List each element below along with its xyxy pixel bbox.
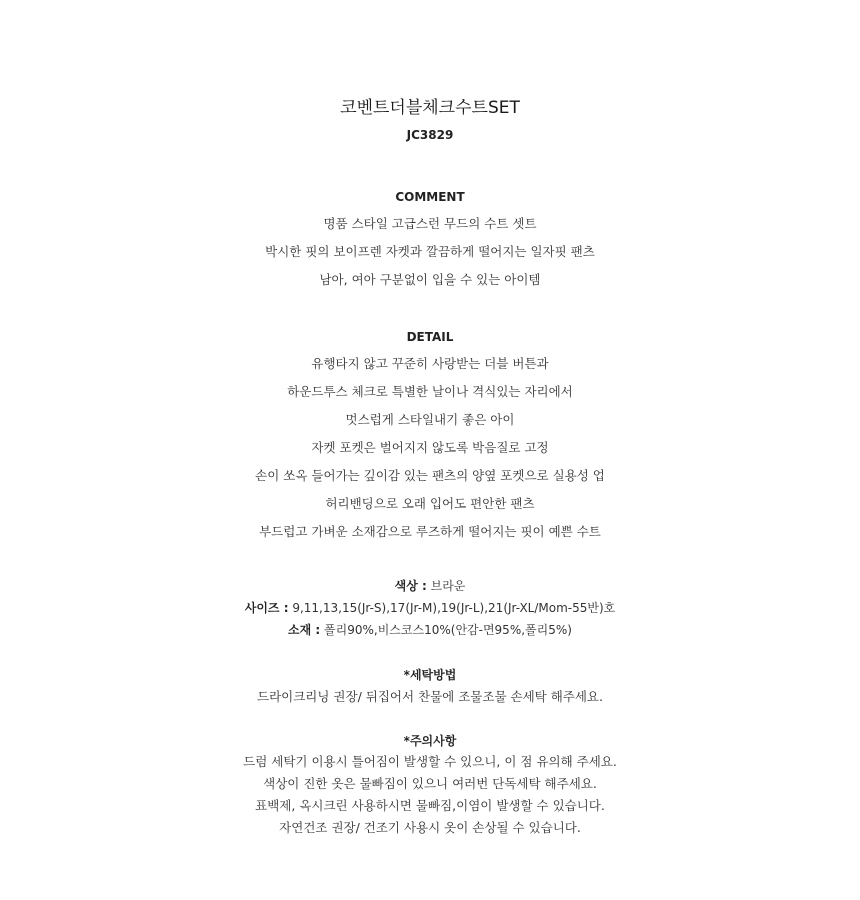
detail-heading: DETAIL (406, 330, 454, 344)
detail-line: 손이 쏘옥 들어가는 깊이감 있는 팬츠의 양옆 포켓으로 실용성 업 (255, 468, 605, 483)
detail-line: 자켓 포켓은 벌어지지 않도록 박음질로 고정 (311, 440, 549, 455)
spec-block (0, 575, 860, 641)
detail-line: 하운드투스 체크로 특별한 날이나 격식있는 자리에서 (287, 384, 573, 399)
comment-heading: COMMENT (395, 190, 465, 204)
product-code: JC3829 (406, 128, 454, 142)
color-label: 색상 : (394, 579, 427, 593)
caution-line: 표백제, 옥시크린 사용하시면 물빠짐,이염이 발생할 수 있습니다. (255, 798, 605, 813)
caution-line: 자연건조 권장/ 건조기 사용시 옷이 손상될 수 있습니다. (279, 820, 581, 835)
detail-line: 부드럽고 가벼운 소재감으로 루즈하게 떨어지는 핏이 예쁜 수트 (259, 524, 601, 539)
material-row (0, 619, 860, 641)
detail-line: 멋스럽게 스타일내기 좋은 아이 (345, 412, 515, 427)
caution-lines (0, 751, 860, 839)
color-value: 브라운 (430, 579, 466, 593)
detail-lines (0, 350, 860, 546)
size-row (0, 597, 860, 619)
caution-heading: *주의사항 (403, 734, 457, 748)
caution-line: 색상이 진한 옷은 물빠짐이 있으니 여러번 단독세탁 해주세요. (263, 776, 597, 791)
caution-line: 드럼 세탁기 이용시 틀어짐이 발생할 수 있으니, 이 점 유의해 주세요. (243, 754, 617, 769)
material-label: 소재 : (288, 623, 321, 637)
washing-lines (0, 686, 860, 708)
material-value: 폴리90%,비스코스10%(안감-면95%,폴리5%) (324, 623, 572, 637)
comment-lines (0, 210, 860, 294)
washing-heading: *세탁방법 (403, 668, 457, 682)
product-title: 코벤트더블체크수트SET (340, 98, 520, 118)
comment-line: 남아, 여아 구분없이 입을 수 있는 아이템 (319, 272, 541, 287)
comment-line: 명품 스타일 고급스런 무드의 수트 셋트 (323, 216, 537, 231)
detail-line: 유행타지 않고 꾸준히 사랑받는 더블 버튼과 (311, 356, 549, 371)
comment-line: 박시한 핏의 보이프렌 자켓과 깔끔하게 떨어지는 일자핏 팬츠 (265, 244, 595, 259)
washing-line: 드라이크리닝 권장/ 뒤집어서 찬물에 조물조물 손세탁 해주세요. (257, 689, 603, 704)
size-value: 9,11,13,15(Jr-S),17(Jr-M),19(Jr-L),21(Jr-XL/Mom-55반)호 (292, 601, 616, 615)
detail-line: 허리밴딩으로 오래 입어도 편안한 팬츠 (325, 496, 535, 511)
color-row (0, 575, 860, 597)
size-label: 사이즈 : (244, 601, 289, 615)
